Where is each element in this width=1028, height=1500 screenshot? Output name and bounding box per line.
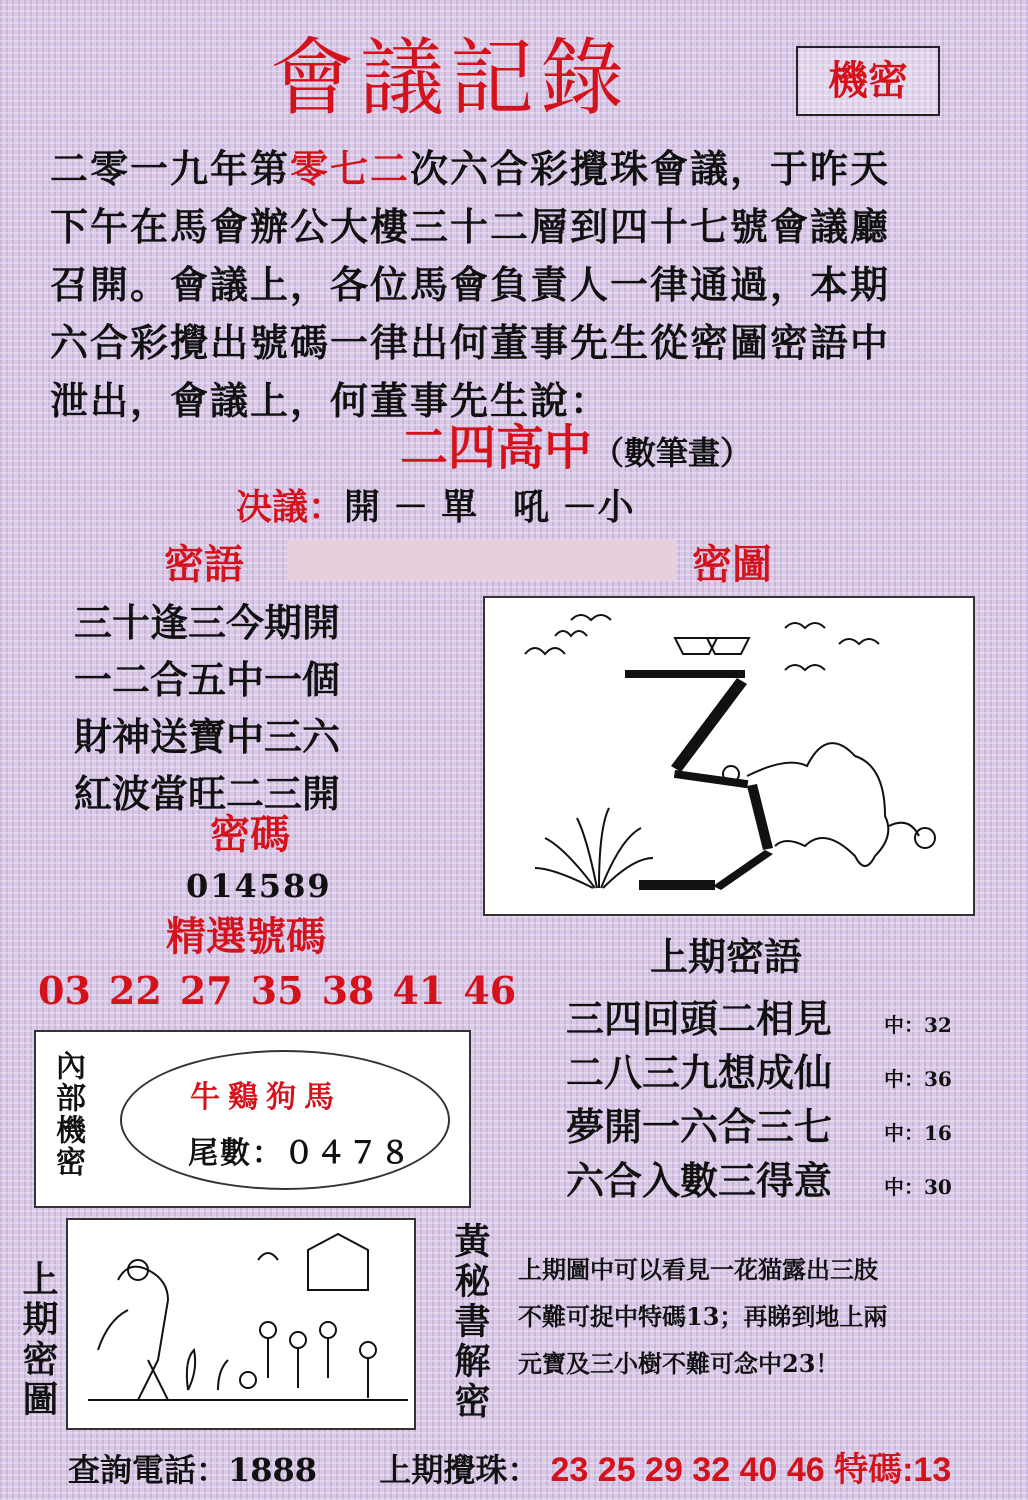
paragraph-line-1	[50, 140, 1000, 198]
prev-secret-picture-label: 上期密圖	[17, 1260, 59, 1420]
prev-secret-words-label: 上期密語	[650, 934, 803, 979]
secret-badge: 機密	[796, 46, 940, 116]
secret-picture	[483, 596, 975, 916]
explanation-line: 不難可捉中特碼13；再睇到地上兩	[518, 1302, 888, 1331]
zodiac-animals: 牛鷄狗馬	[190, 1080, 342, 1115]
pick-number: 22	[108, 968, 162, 1013]
pick-number: 03	[38, 968, 91, 1013]
slogan-text: 二四高中	[400, 420, 593, 476]
inside-secret-box	[34, 1030, 471, 1208]
phone-label: 查詢電話：1888	[68, 1451, 318, 1489]
explanation-line: 元寶及三小樹不難可念中23！	[518, 1349, 840, 1378]
pick-number: 38	[321, 968, 375, 1013]
prev-poem-row	[566, 1150, 952, 1204]
prev-poem-row	[566, 988, 952, 1042]
draw-numbers: 23 25 29 32 40 46 特碼:13	[550, 1451, 952, 1489]
pick-number: 46	[463, 968, 517, 1013]
selected-numbers-label: 精選號碼	[166, 913, 326, 960]
prev-poem-text: 二八三九想成仙	[566, 1050, 833, 1095]
paragraph-line1-pre: 二零一九年第	[50, 146, 291, 191]
inside-secret-label: 內部機密	[50, 1050, 85, 1178]
prev-poem-text: 六合入數三得意	[566, 1158, 833, 1203]
decision	[236, 482, 634, 532]
slogan-note: （數筆畫）	[592, 434, 753, 472]
secretary-explain-label: 黃秘書解密	[449, 1222, 491, 1422]
paragraph-line1-post: 次六合彩攪珠會議，于昨天	[410, 146, 891, 191]
tail-numbers: 尾數：０４７８	[188, 1136, 412, 1171]
prev-poem-row	[566, 1096, 952, 1150]
selected-numbers	[38, 966, 534, 1016]
pick-number: 27	[179, 968, 233, 1013]
explanation-line: 上期圖中可以看見一花猫露出三肢	[518, 1255, 878, 1284]
paragraph-line-4: 六合彩攪出號碼一律出何董事先生從密圖密語中	[50, 320, 891, 365]
z-stroke	[625, 670, 745, 678]
secret-poem	[74, 594, 340, 822]
prev-picture-illustration	[68, 1220, 414, 1428]
prev-poem-hit: 中：16	[884, 1121, 952, 1145]
paragraph-line-3: 召開。會議上，各位馬會負責人一律通過，本期	[50, 262, 891, 307]
pick-number: 41	[392, 968, 446, 1013]
secret-words-label: 密語	[164, 541, 244, 588]
explanation-text	[518, 1246, 978, 1387]
prev-poem-hit: 中：36	[884, 1067, 952, 1091]
meeting-paragraph	[50, 140, 1000, 430]
secret-code-label: 密碼	[210, 811, 290, 858]
draw-label: 上期攪珠：	[379, 1451, 540, 1489]
slogan	[400, 418, 752, 483]
poem-line: 三十逢三今期開	[74, 600, 341, 645]
pick-number: 35	[250, 968, 304, 1013]
decision-label: 决議：	[236, 486, 345, 528]
prev-poem-text: 夢開一六合三七	[566, 1104, 833, 1149]
secret-picture-illustration	[485, 598, 973, 914]
prev-poem-list	[566, 988, 952, 1204]
prev-secret-picture	[66, 1218, 416, 1430]
secret-code: 014589	[186, 867, 332, 905]
paragraph-line-2: 下午在馬會辦公大樓三十二層到四十七號會議廳	[50, 204, 891, 249]
page-title: 會議記錄	[270, 29, 631, 127]
issue-number: 零七二	[290, 146, 411, 191]
pink-bar	[288, 540, 676, 580]
secret-picture-label: 密圖	[692, 541, 772, 588]
inside-ellipse	[120, 1050, 450, 1190]
footer	[68, 1446, 951, 1494]
poem-line: 紅波當旺二三開	[74, 771, 341, 816]
prev-poem-hit: 中：32	[884, 1013, 952, 1037]
paragraph-line-5: 泄出，會議上，何董事先生說：	[50, 378, 611, 423]
prev-poem-hit: 中：30	[884, 1175, 952, 1199]
prev-poem-row	[566, 1042, 952, 1096]
poem-line: 一二合五中一個	[74, 657, 341, 702]
decision-value: 開 － 單 吼 －小	[344, 486, 634, 528]
poem-line: 財神送寶中三六	[74, 714, 341, 759]
prev-poem-text: 三四回頭二相見	[566, 996, 833, 1041]
